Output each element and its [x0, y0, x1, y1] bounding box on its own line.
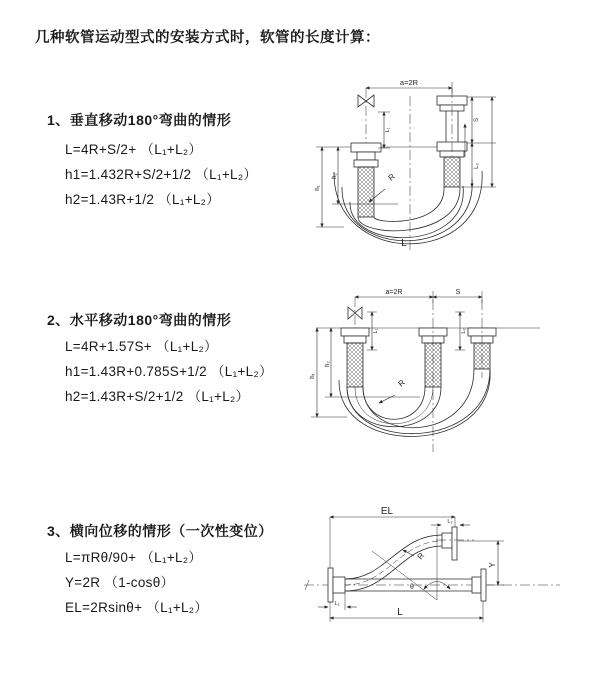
dim-label-a2r: a=2R — [385, 289, 403, 296]
valve-icon — [348, 297, 362, 328]
dimension-l2-top — [431, 519, 470, 525]
braided-hose-section — [358, 167, 374, 217]
braided-hose-section — [444, 157, 460, 187]
dim-label-l2: L₂ — [461, 328, 467, 334]
dim-label-r: R — [396, 377, 407, 389]
dimension-l — [330, 601, 483, 622]
page-title: 几种软管运动型式的安装方式时，软管的长度计算： — [35, 30, 380, 46]
dimension-a2r — [366, 78, 452, 94]
section-2-formula-h1: h1=1.43R+0.785S+1/2 （L₁+L₂） — [65, 364, 273, 379]
dimension-a2r-s — [355, 289, 482, 303]
dim-label-r: R — [415, 551, 427, 562]
dim-label-r: R — [386, 171, 397, 183]
diagram-horizontal-180-bend — [305, 280, 600, 455]
section-1-formula-L: L=4R+S/2+ （L₁+L₂） — [65, 142, 203, 157]
valve-icon — [358, 88, 374, 143]
left-pipe-assembly — [351, 143, 381, 217]
dim-label-l: L — [401, 238, 407, 249]
dim-label-h2: h₂ — [325, 361, 331, 367]
dim-label-h1: h₁ — [315, 185, 321, 191]
left-flange-assembly — [328, 568, 345, 602]
dimension-l1-bottom — [318, 593, 357, 610]
dimension-el — [330, 506, 455, 568]
left-pipe-assembly — [341, 328, 369, 387]
dim-label-theta: θ — [410, 584, 414, 591]
section-3-formula-Y: Y=2R （1-cosθ） — [65, 575, 175, 590]
dimension-l2 — [455, 312, 467, 350]
dim-label-l: L — [397, 607, 403, 618]
dim-label-a2r: a=2R — [399, 78, 419, 87]
diagram-lateral-displacement — [300, 505, 600, 660]
dim-label-l2: L₂ — [474, 163, 480, 169]
section-1-formula-h1: h1=1.432R+S/2+1/2 （L₁+L₂） — [65, 167, 258, 182]
dim-label-l1: L₁ — [373, 328, 379, 334]
section-3-heading: 3、横向位移的情形（一次性变位） — [47, 523, 273, 539]
dim-label-l1: L₁ — [334, 601, 340, 607]
section-1-heading: 1、垂直移动180°弯曲的情形 — [47, 112, 232, 128]
dim-label-s: S — [455, 289, 461, 296]
displaced-flange-assembly — [436, 527, 474, 560]
section-1-formula-h2: h2=1.43R+1/2 （L₁+L₂） — [65, 192, 221, 207]
dim-label-y: Y — [488, 562, 497, 568]
section-2-heading: 2、水平移动180°弯曲的情形 — [47, 312, 232, 328]
dim-label-h2: h₂ — [332, 173, 338, 179]
section-3-formula-L: L=πRθ/90+ （L₁+L₂） — [65, 550, 203, 565]
radius-callout — [379, 378, 407, 403]
section-2-formula-L: L=4R+1.57S+ （L₁+L₂） — [65, 339, 218, 354]
hose-s-curve — [345, 535, 442, 591]
dim-label-h1: h₁ — [310, 373, 316, 379]
dim-label-l1: L₁ — [385, 127, 391, 133]
diagram-vertical-180-bend — [305, 70, 505, 255]
right-pipe-assembly — [437, 88, 467, 187]
dim-label-el: EL — [380, 506, 394, 517]
section-2-formula-h2: h2=1.43R+S/2+1/2 （L₁+L₂） — [65, 389, 250, 404]
dimension-h1-h2 — [315, 147, 398, 227]
dim-label-s: S — [474, 117, 480, 123]
right-pipe-assembly — [468, 300, 496, 378]
section-3-formula-EL: EL=2Rsinθ+ （L₁+L₂） — [65, 600, 209, 615]
dim-label-l2: L₂ — [447, 519, 453, 525]
